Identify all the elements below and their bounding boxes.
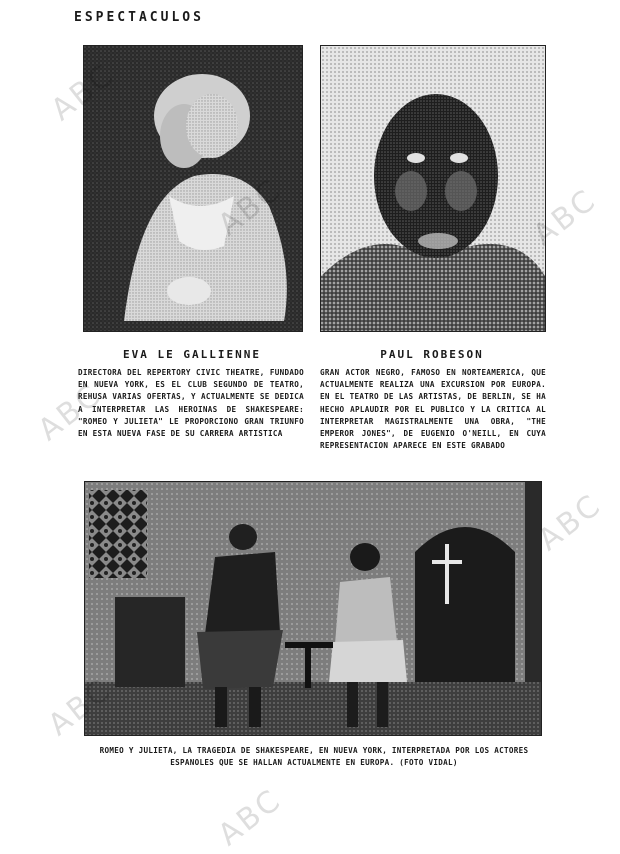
caption-body-right: GRAN ACTOR NEGRO, FAMOSO EN NORTEAMERICA, QUE ACTUALMENTE REALIZA UNA EXCURSION POR EUROPA. EN EL TEATRO DE LAS ARTISTAS, DE BERLIN, SE HA HECHO APLAUDIR POR EL PUBLICO Y LA CRITICA AL INTERPRETAR MAGISTRALMENTE UNA OBRA, "THE EMPEROR JONES", DE EUGENIO O'NEILL, EN CUYA REPRESENTACION APARECE EN ESTE GRABADO: [320, 368, 546, 451]
watermark-abc: ABC: [526, 181, 604, 254]
caption-title-right: PAUL ROBESON: [380, 348, 484, 361]
caption-bottom: ROMEO Y JULIETA, LA TRAGEDIA DE SHAKESPEARE, EN NUEVA YORK, INTERPRETADA POR LOS ACTORES ESPANOLES QUE SE HALLAN ACTUALMENTE EN EUROPA. (FOTO VIDAL): [99, 746, 529, 767]
portrait-image: [321, 46, 545, 331]
stage-scene-image: [85, 482, 541, 735]
portrait-image: [84, 46, 302, 331]
photo-eva-le-gallienne: [83, 45, 303, 332]
watermark-abc: ABC: [531, 486, 609, 559]
caption-title-left: EVA LE GALLIENNE: [123, 348, 261, 361]
watermark-abc: ABC: [41, 671, 119, 744]
photo-paul-robeson: [320, 45, 546, 332]
caption-body-left: DIRECTORA DEL REPERTORY CIVIC THEATRE, FUNDADO EN NUEVA YORK, ES EL CLUB SEGUNDO DE TEATRO, REHUSA VARIAS OFERTAS, Y ACTUALMENTE SE DEDICA A INTERPRETAR LAS HEROINAS DE SHAKESPEARE: "ROMEO Y JULIETA" LE PROPORCIONO GRAN TRIUNFO EN ESTA NUEVA FASE DE SU CARRERA ARTISTICA: [78, 368, 304, 439]
photo-romeo-y-julieta: [84, 481, 542, 736]
watermark-abc: ABC: [211, 781, 289, 854]
watermark-abc: ABC: [31, 376, 109, 449]
section-header: ESPECTACULOS: [74, 10, 204, 25]
